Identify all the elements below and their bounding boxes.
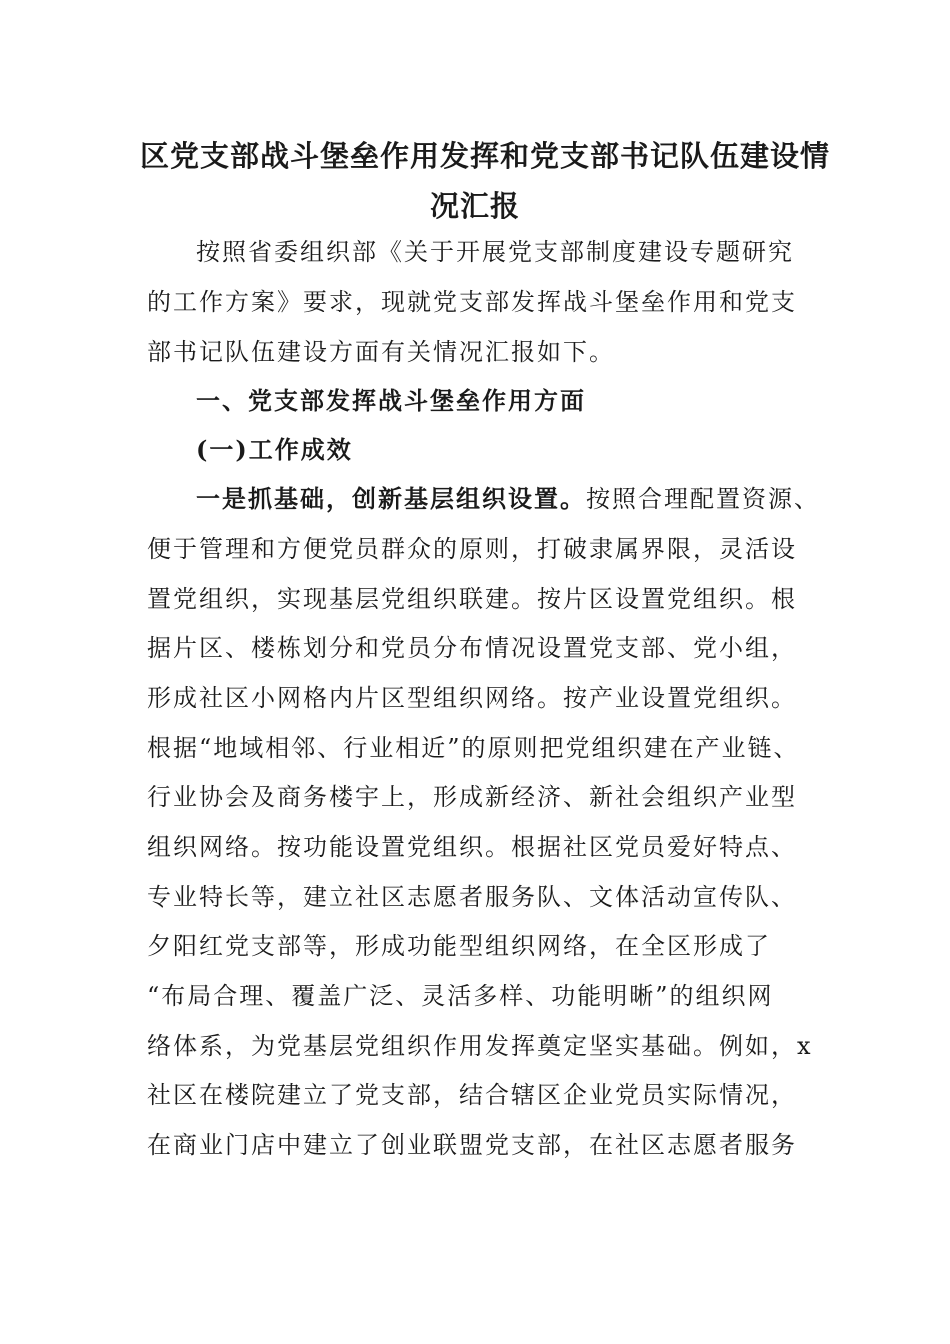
paragraph-1-line-1 (196, 484, 820, 514)
paragraph-1-line-7: 行业协会及商务楼宇上，形成新经济、新社会组织产业型 (147, 783, 797, 811)
intro-line-2: 的工作方案》要求，现就党支部发挥战斗堡垒作用和党支 (147, 288, 797, 316)
document-title-line-2: 况汇报 (429, 189, 520, 223)
paragraph-1-line-5: 形成社区小网格内片区型组织网络。按产业设置党组织。 (147, 684, 797, 712)
paragraph-1-line-9: 专业特长等，建立社区志愿者服务队、文体活动宣传队、 (147, 883, 797, 911)
paragraph-1-line-12: 络体系，为党基层党组织作用发挥奠定坚实基础。例如，x (147, 1032, 813, 1060)
paragraph-1-line-4: 据片区、楼栋划分和党员分布情况设置党支部、党小组， (147, 634, 797, 662)
document-title-line-1: 区党支部战斗堡垒作用发挥和党支部书记队伍建设情 (140, 139, 831, 173)
paragraph-1-lead: 一是抓基础，创新基层组织设置。 (196, 484, 586, 513)
paragraph-1-line-2: 便于管理和方便党员群众的原则，打破隶属界限，灵活设 (147, 535, 797, 563)
intro-line-1: 按照省委组织部《关于开展党支部制度建设专题研究 (196, 238, 794, 266)
paragraph-1-line-13: 社区在楼院建立了党支部，结合辖区企业党员实际情况， (147, 1081, 797, 1109)
paragraph-1-line-10: 夕阳红党支部等，形成功能型组织网络，在全区形成了 (147, 932, 771, 960)
section-heading-1: 一、党支部发挥战斗堡垒作用方面 (196, 386, 586, 415)
paragraph-1-line-6: 根据“地域相邻、行业相近”的原则把党组织建在产业链、 (147, 734, 800, 762)
section-heading-2: (一)工作成效 (196, 435, 353, 464)
paragraph-1-first-rest: 按照合理配置资源、 (586, 485, 820, 513)
paragraph-1-line-8: 组织网络。按功能设置党组织。根据社区党员爱好特点、 (147, 833, 797, 861)
intro-line-3: 部书记队伍建设方面有关情况汇报如下。 (147, 338, 615, 366)
paragraph-1-line-14: 在商业门店中建立了创业联盟党支部，在社区志愿者服务 (147, 1131, 797, 1159)
paragraph-1-line-11: “布局合理、覆盖广泛、灵活多样、功能明晰”的组织网 (147, 982, 774, 1010)
paragraph-1-line-3: 置党组织，实现基层党组织联建。按片区设置党组织。根 (147, 585, 797, 613)
